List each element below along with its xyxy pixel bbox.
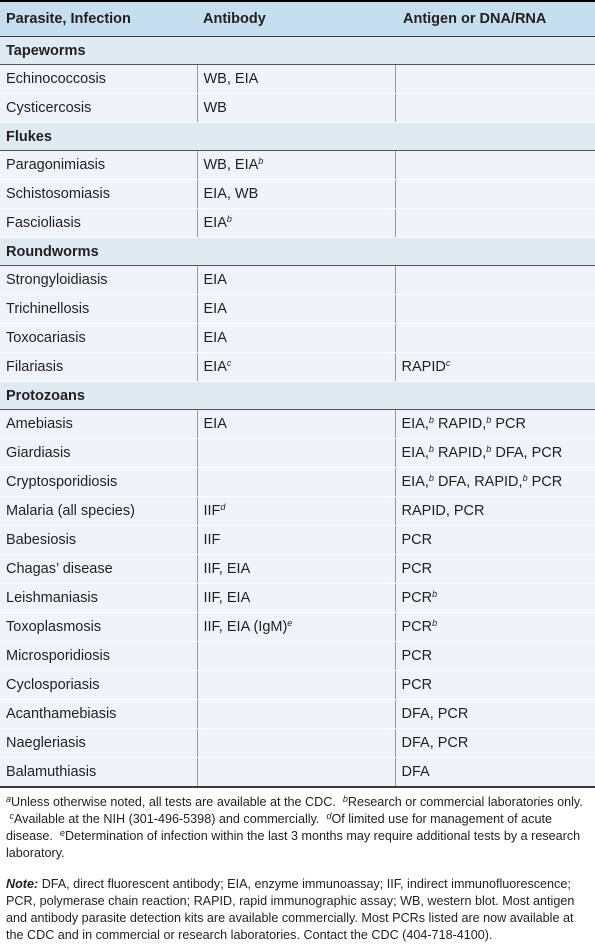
table-row (0, 497, 595, 526)
table-row (0, 353, 595, 382)
table-row (0, 468, 595, 497)
table-row (0, 584, 595, 613)
cell-antigen: RAPID, PCR (395, 497, 595, 526)
cell-antigen: PCR$^b$ (395, 613, 595, 642)
cell-antigen: DFA, PCR (395, 729, 595, 758)
table-row (0, 324, 595, 353)
cell-antigen: EIA,$^b$ RAPID,$^b$ DFA, PCR (395, 439, 595, 468)
table-row (0, 613, 595, 642)
cell-infection: Acanthamebiasis (0, 700, 197, 729)
cell-antigen (395, 266, 595, 295)
section-title: Tapeworms (0, 37, 595, 65)
table-header (0, 1, 595, 37)
table-row (0, 266, 595, 295)
cell-infection: Malaria (all species) (0, 497, 197, 526)
cell-infection: Cryptosporidiosis (0, 468, 197, 497)
cell-antigen (395, 94, 595, 123)
table-row (0, 700, 595, 729)
cell-antibody (197, 468, 395, 497)
cell-infection: Naegleriasis (0, 729, 197, 758)
cell-antibody: EIA$^b$ (197, 209, 395, 238)
cell-infection: Babesiosis (0, 526, 197, 555)
cell-antibody: EIA (197, 295, 395, 324)
cell-antibody: EIA (197, 266, 395, 295)
footnote-b-text: Research or commercial laboratories only. (347, 795, 583, 809)
footnote-c-text: Available at the NIH (301-496-5398) and commercially. (14, 812, 320, 826)
cell-infection: Paragonimiasis (0, 151, 197, 180)
cell-antigen (395, 180, 595, 209)
cell-antibody: IIF, EIA (IgM)$^e$ (197, 613, 395, 642)
cell-antibody (197, 758, 395, 788)
cell-infection: Giardiasis (0, 439, 197, 468)
table-row (0, 642, 595, 671)
cell-antibody: EIA, WB (197, 180, 395, 209)
cell-antigen: PCR (395, 526, 595, 555)
cell-antigen: EIA,$^b$ RAPID,$^b$ PCR (395, 410, 595, 439)
cell-antigen (395, 65, 595, 94)
cell-antigen (395, 324, 595, 353)
cell-antibody: EIA (197, 410, 395, 439)
header-antibody: Antibody (197, 1, 395, 37)
table-row (0, 410, 595, 439)
section-row (0, 238, 595, 266)
table-row (0, 209, 595, 238)
cell-antibody: EIA$^c$ (197, 353, 395, 382)
table-body (0, 37, 595, 788)
table-row (0, 65, 595, 94)
footnote-e: $^e$Determination of infection within the last 3 months may require additional tests by a research laboratory. (6, 828, 581, 860)
table-row (0, 555, 595, 584)
note-paragraph (0, 862, 595, 944)
footnote-a-text: Unless otherwise noted, all tests are available at the CDC. (11, 795, 336, 809)
cell-antibody (197, 671, 395, 700)
cell-infection: Leishmaniasis (0, 584, 197, 613)
cell-infection: Toxocariasis (0, 324, 197, 353)
cell-infection: Trichinellosis (0, 295, 197, 324)
table-row (0, 671, 595, 700)
note-label: Note: (6, 877, 39, 891)
table-row (0, 729, 595, 758)
cell-antigen (395, 209, 595, 238)
cell-antibody (197, 439, 395, 468)
cell-antibody: IIF, EIA (197, 555, 395, 584)
cell-antibody: WB, EIA$^b$ (197, 151, 395, 180)
header-antigen: Antigen or DNA/RNA (395, 1, 595, 37)
cell-antibody (197, 700, 395, 729)
footnote-d-text: Of limited use for management of acute disease. (6, 812, 552, 843)
footnote-b: $^b$Research or commercial laboratories only. (342, 794, 583, 809)
table-row (0, 295, 595, 324)
cell-infection: Microsporidiosis (0, 642, 197, 671)
table-row (0, 758, 595, 788)
cell-infection: Cysticercosis (0, 94, 197, 123)
cell-antigen: RAPID$^c$ (395, 353, 595, 382)
section-title: Protozoans (0, 382, 595, 410)
note-text: DFA, direct fluorescent antibody; EIA, enzyme immunoassay; IIF, indirect immunofluorescence; PCR, polymerase chain reaction; RAPID, rapid immunographic assay; WB, western blot. Most antigen and antibody parasite detection kits are available commercially. Most PCRs listed are now available at the CDC and in commercial or research laboratories. Contact the CDC (404-718-4100). (6, 877, 575, 942)
section-row (0, 382, 595, 410)
cell-infection: Echinococcosis (0, 65, 197, 94)
cell-infection: Amebiasis (0, 410, 197, 439)
cell-antibody: WB, EIA (197, 65, 395, 94)
cell-infection: Cyclosporiasis (0, 671, 197, 700)
cell-antigen (395, 151, 595, 180)
cell-antibody: IIF$^d$ (197, 497, 395, 526)
cell-antigen: PCR$^b$ (395, 584, 595, 613)
table-row (0, 526, 595, 555)
cell-antibody: WB (197, 94, 395, 123)
footnote-e-text: Determination of infection within the last 3 months may require additional tests by a research laboratory. (6, 829, 581, 860)
cell-antigen: DFA (395, 758, 595, 788)
cell-antigen (395, 295, 595, 324)
cell-infection: Fascioliasis (0, 209, 197, 238)
section-title: Flukes (0, 123, 595, 151)
cell-infection: Chagas’ disease (0, 555, 197, 584)
cell-infection: Strongyloidiasis (0, 266, 197, 295)
table-row (0, 94, 595, 123)
table-row (0, 151, 595, 180)
cell-antigen: DFA, PCR (395, 700, 595, 729)
header-infection: Parasite, Infection (0, 1, 197, 37)
cell-antigen: PCR (395, 642, 595, 671)
cell-antibody: EIA (197, 324, 395, 353)
cell-antigen: PCR (395, 555, 595, 584)
cell-antibody (197, 642, 395, 671)
cell-infection: Filariasis (0, 353, 197, 382)
cell-infection: Schistosomiasis (0, 180, 197, 209)
footnote-c: $^c$Available at the NIH (301-496-5398) and commercially. (9, 811, 320, 826)
cell-antibody (197, 729, 395, 758)
section-row (0, 123, 595, 151)
footnote-d: $^d$Of limited use for management of acute disease. (6, 811, 552, 843)
cell-antibody: IIF (197, 526, 395, 555)
footnotes (0, 788, 595, 862)
table-row (0, 180, 595, 209)
cell-antigen: EIA,$^b$ DFA, RAPID,$^b$ PCR (395, 468, 595, 497)
cell-antibody: IIF, EIA (197, 584, 395, 613)
cell-antigen: PCR (395, 671, 595, 700)
cell-infection: Toxoplasmosis (0, 613, 197, 642)
section-row (0, 37, 595, 65)
cell-infection: Balamuthiasis (0, 758, 197, 788)
section-title: Roundworms (0, 238, 595, 266)
table-row (0, 439, 595, 468)
footnote-a: $^a$Unless otherwise noted, all tests are available at the CDC. (6, 794, 336, 809)
